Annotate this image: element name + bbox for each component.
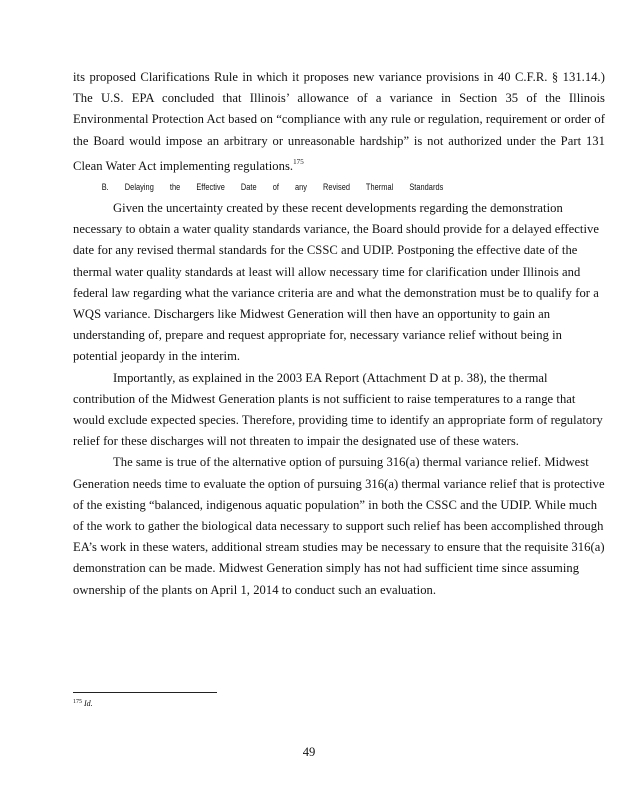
page-number: 49 (302, 745, 316, 759)
footnote-divider (73, 692, 217, 693)
heading-word: Date (240, 182, 257, 193)
paragraph: The same is true of the alternative option of pursuing 316(a) thermal variance relief. Midwest Generation needs time to evaluate the option of pursuing 316(a) thermal variance relief that is protective of the existing “balanced, indigenous aquatic population” in both the CSSC and the UDIP. While much of the work to gather the biological data necessary to support such relief has been accomplished through EA’s work in these waters, additional stream studies may be necessary to ensure that the requisite 316(a) demonstration can be made. Midwest Generation simply has not had sufficient time since assuming ownership of the plants on April 1, 2014 to conduct such an evaluation. (73, 455, 605, 597)
heading-word: Delaying (124, 182, 154, 193)
paragraph-continuation (73, 67, 605, 177)
heading-word: Thermal (365, 182, 394, 193)
paragraph: Given the uncertainty created by these recent developments regarding the demonstration necessary to obtain a water quality standards variance, the Board should provide for a delayed effective date for any revised thermal standards for the CSSC and UDIP. Postponing the effective date of the thermal water quality standards at least will allow necessary time for clarification under Illinois and federal law regarding what the variance criteria are and what the demonstration must be to qualify for a WQS variance. Dischargers like Midwest Generation will then have an opportunity to gain an understanding of, prepare and request appropriate for, necessary variance relief without being in potential jeopardy in the interim. (73, 201, 600, 364)
paragraph-text: its proposed Clarifications Rule in which it proposes new variance provisions in 40 C.F.R. § 131.14.) The U.S. EPA concluded that Illinois’ allowance of a variance in Section 35 of the Illinois Environmental Protection Act based on “compliance with any rule or regulation, requirement or order of the Board would impose an arbitrary or unreasonable hardship” is not authorized under the Part 131 Clean Water Act implementing regulations. (73, 70, 605, 173)
footnote-number: 175 (73, 699, 82, 705)
heading-word: of (272, 182, 279, 193)
heading-word: Effective (196, 182, 225, 193)
heading-letter: B. (101, 182, 109, 193)
heading-word: any (294, 182, 308, 193)
heading-word: Revised (323, 182, 351, 193)
paragraph: Importantly, as explained in the 2003 EA Report (Attachment D at p. 38), the thermal contribution of the Midwest Generation plants is not sufficient to raise temperatures to a range that would exclude expected species. Therefore, providing time to identify an appropriate form of regulatory relief for these discharges will not threaten to impair the designated use of these waters. (73, 370, 603, 449)
footnote-text: Id. (84, 699, 93, 708)
body-text (73, 67, 605, 601)
footnote (73, 697, 93, 709)
footnote-reference: 175 (293, 157, 304, 166)
heading-word: the (169, 182, 181, 193)
section-heading (73, 180, 509, 194)
heading-word: Standards (409, 182, 444, 193)
